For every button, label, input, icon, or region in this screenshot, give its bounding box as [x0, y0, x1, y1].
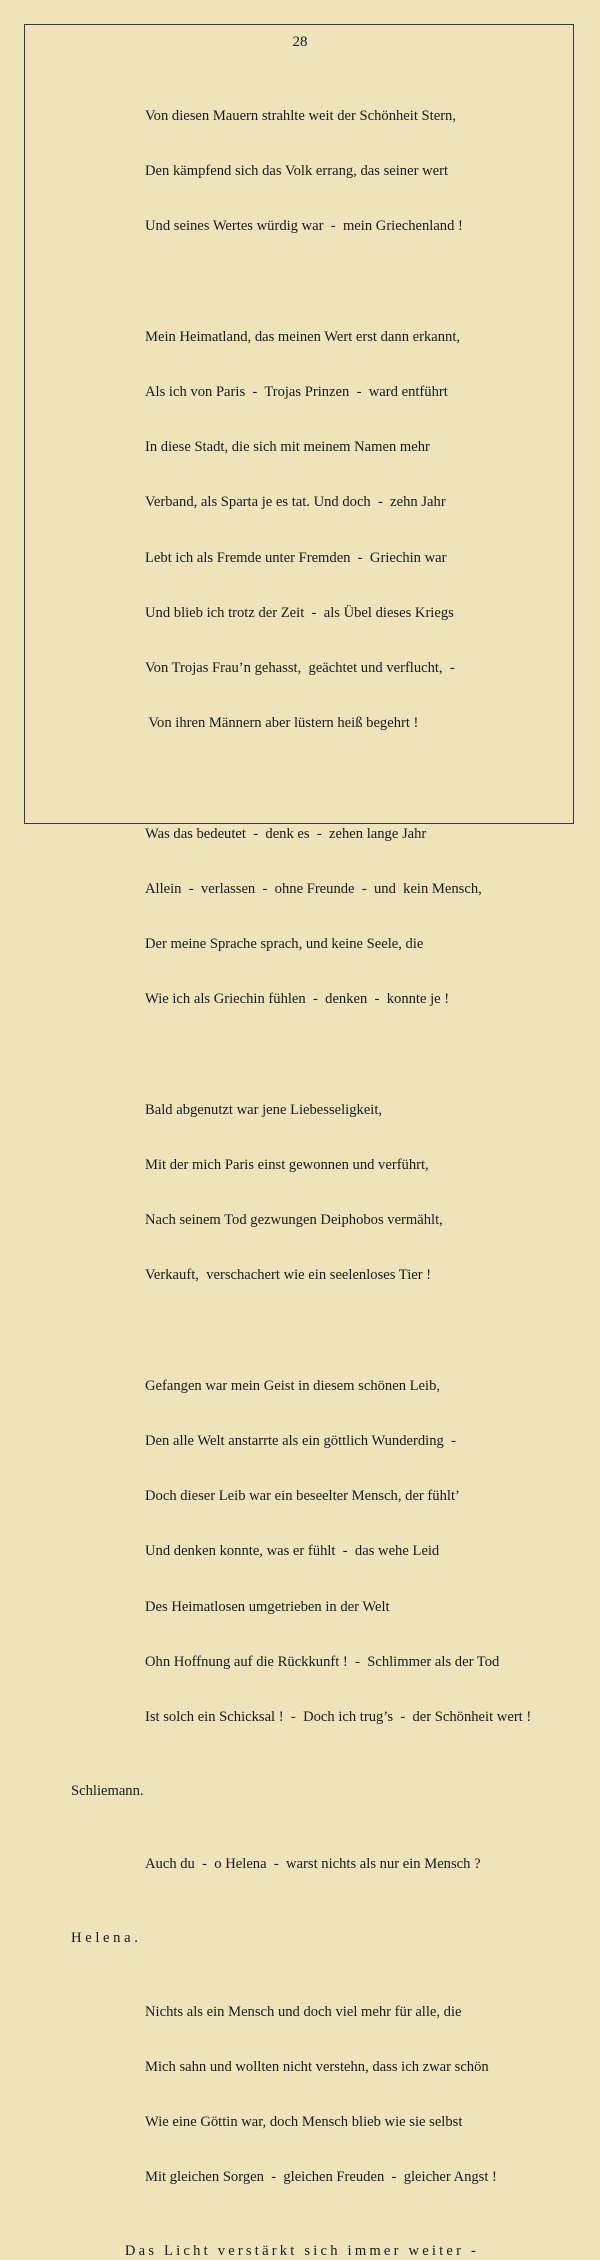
verse-line: Der meine Sprache sprach, und keine Seele, die: [145, 936, 424, 953]
speaker-name: H e l e n a .: [71, 1929, 138, 1946]
verse-line: Allein - verlassen - ohne Freunde - und kein Mensch,: [145, 880, 482, 897]
verse-line: Den kämpfend sich das Volk errang, das seiner wert: [145, 163, 449, 180]
verse-line: Den alle Welt anstarrte als ein göttlich Wunderding -: [145, 1433, 456, 1449]
page-number: 28: [292, 34, 308, 50]
verse-line: Was das bedeutet - denk es - zehen lange Jahr: [145, 825, 427, 842]
verse-line: Nach seinem Tod gezwungen Deiphobos vermählt,: [145, 1212, 443, 1229]
stanza: [145, 1819, 600, 1911]
verse-line: Mein Heimatland, das meinen Wert erst dann erkannt,: [145, 328, 461, 345]
stanza: [145, 1966, 600, 2224]
verse-line: Lebt ich als Fremde unter Fremden - Griechin war: [145, 549, 447, 566]
poem-content: [0, 70, 600, 2260]
stanza: [145, 70, 600, 272]
stanza: [145, 291, 600, 770]
verse-line: Mit der mich Paris einst gewonnen und verführt,: [145, 1156, 429, 1173]
verse-line: Wie ich als Griechin fühlen - denken - konnte je !: [145, 991, 450, 1008]
verse-line: Und denken konnte, was er fühlt - das wehe Leid: [145, 1543, 440, 1560]
speaker-name: Schliemann.: [71, 1782, 144, 1799]
verse-line: Ohn Hoffnung auf die Rückkunft ! - Schlimmer als der Tod: [145, 1653, 500, 1670]
verse-line: Gefangen war mein Geist in diesem schönen Leib,: [145, 1377, 441, 1394]
verse-line: Des Heimatlosen umgetrieben in der Welt: [145, 1598, 390, 1615]
verse-line: Von ihren Männern aber lüstern heiß begehrt !: [145, 715, 419, 732]
verse-line: Von Trojas Frau’n gehasst, geächtet und verflucht, -: [145, 659, 455, 676]
stanza: [145, 1064, 600, 1322]
verse-line: Mit gleichen Sorgen - gleichen Freuden - gleicher Angst !: [145, 2169, 497, 2186]
verse-line: Doch dieser Leib war ein beseelter Mensch, der fühlt’: [145, 1488, 460, 1505]
stanza: [145, 788, 600, 1046]
verse-line: Ist solch ein Schicksal ! - Doch ich trug’s - der Schönheit wert !: [145, 1709, 532, 1726]
verse-line: Und seines Wertes würdig war - mein Griechenland !: [145, 218, 463, 235]
verse-line: Von diesen Mauern strahlte weit der Schönheit Stern,: [145, 107, 456, 124]
verse-line: Verkauft, verschachert wie ein seelenloses Tier !: [145, 1267, 432, 1284]
verse-line: Wie eine Göttin war, doch Mensch blieb wie sie selbst: [145, 2113, 463, 2130]
verse-line: Als ich von Paris - Trojas Prinzen - ward entführt: [145, 383, 448, 400]
stanza: [145, 1340, 600, 1763]
stage-direction: Das Licht verstärkt sich immer weiter -: [124, 2242, 480, 2259]
verse-line: Auch du - o Helena - warst nichts als nur ein Mensch ?: [145, 1856, 481, 1873]
verse-line: Nichts als ein Mensch und doch viel mehr für alle, die: [145, 2003, 462, 2020]
verse-line: Verband, als Sparta je es tat. Und doch - zehn Jahr: [145, 494, 446, 511]
verse-line: In diese Stadt, die sich mit meinem Namen mehr: [145, 439, 430, 456]
verse-line: Bald abgenutzt war jene Liebesseligkeit,: [145, 1101, 383, 1118]
verse-line: Und blieb ich trotz der Zeit - als Übel dieses Kriegs: [145, 604, 454, 621]
verse-line: Mich sahn und wollten nicht verstehn, dass ich zwar schön: [145, 2058, 489, 2075]
